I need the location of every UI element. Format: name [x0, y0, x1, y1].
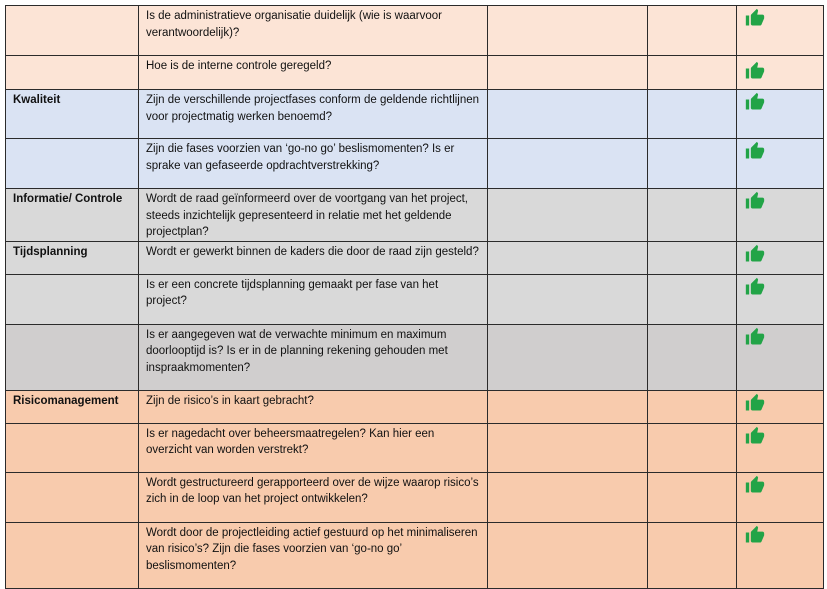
answer-cell [488, 139, 648, 189]
table-row [6, 472, 824, 522]
question-cell: Is de administratieve organisatie duidelijk (wie is waarvoor verantwoordelijk)? [139, 6, 488, 56]
category-cell [6, 139, 139, 189]
remark-cell [648, 241, 737, 274]
checklist-table [5, 5, 824, 589]
remark-cell [648, 6, 737, 56]
category-cell [6, 56, 139, 90]
question-cell: Wordt de raad geïnformeerd over de voortgang van het project, steeds inzichtelijk gepresenteerd in relatie met het geldende projectplan? [139, 189, 488, 242]
table-row [6, 90, 824, 139]
question-cell: Is er aangegeven wat de verwachte minimum en maximum doorlooptijd is? Is er in de planning rekening gehouden met inspraakmomenten? [139, 324, 488, 390]
answer-cell [488, 241, 648, 274]
thumbs-up-icon [745, 393, 765, 413]
category-cell [6, 324, 139, 390]
answer-cell [488, 522, 648, 588]
answer-cell [488, 189, 648, 242]
category-cell: Informatie/ Controle [6, 189, 139, 242]
remark-cell [648, 274, 737, 324]
table-row [6, 522, 824, 588]
status-cell [737, 324, 824, 390]
status-cell [737, 390, 824, 423]
status-cell [737, 90, 824, 139]
question-cell: Zijn de verschillende projectfases conform de geldende richtlijnen voor projectmatig werken benoemd? [139, 90, 488, 139]
status-cell [737, 472, 824, 522]
status-cell [737, 56, 824, 90]
question-cell: Is er nagedacht over beheersmaatregelen? Kan hier een overzicht van worden verstrekt? [139, 423, 488, 472]
category-cell: Kwaliteit [6, 90, 139, 139]
answer-cell [488, 6, 648, 56]
category-cell: Risicomanagement [6, 390, 139, 423]
thumbs-up-icon [745, 426, 765, 446]
table-row [6, 390, 824, 423]
thumbs-up-icon [745, 141, 765, 161]
remark-cell [648, 522, 737, 588]
answer-cell [488, 90, 648, 139]
question-cell: Zijn de risico’s in kaart gebracht? [139, 390, 488, 423]
thumbs-up-icon [745, 8, 765, 28]
table-row [6, 189, 824, 242]
thumbs-up-icon [745, 475, 765, 495]
status-cell [737, 274, 824, 324]
thumbs-up-icon [745, 277, 765, 297]
table-row [6, 423, 824, 472]
answer-cell [488, 274, 648, 324]
question-cell: Wordt er gewerkt binnen de kaders die door de raad zijn gesteld? [139, 241, 488, 274]
remark-cell [648, 472, 737, 522]
answer-cell [488, 390, 648, 423]
thumbs-up-icon [745, 327, 765, 347]
thumbs-up-icon [745, 525, 765, 545]
status-cell [737, 139, 824, 189]
remark-cell [648, 90, 737, 139]
remark-cell [648, 56, 737, 90]
question-cell: Zijn die fases voorzien van ‘go-no go’ beslismomenten? Is er sprake van gefaseerde opdrachtverstrekking? [139, 139, 488, 189]
status-cell [737, 423, 824, 472]
remark-cell [648, 189, 737, 242]
checklist-body [6, 6, 824, 589]
table-row [6, 274, 824, 324]
remark-cell [648, 390, 737, 423]
question-cell: Wordt door de projectleiding actief gestuurd op het minimaliseren van risico’s? Zijn die fases voorzien van ‘go-no go’ beslismomenten? [139, 522, 488, 588]
table-row [6, 56, 824, 90]
thumbs-up-icon [745, 191, 765, 211]
answer-cell [488, 324, 648, 390]
category-cell [6, 522, 139, 588]
answer-cell [488, 472, 648, 522]
table-row [6, 241, 824, 274]
question-cell: Wordt gestructureerd gerapporteerd over de wijze waarop risico’s zich in de loop van het project ontwikkelen? [139, 472, 488, 522]
answer-cell [488, 56, 648, 90]
thumbs-up-icon [745, 61, 765, 81]
question-cell: Is er een concrete tijdsplanning gemaakt per fase van het project? [139, 274, 488, 324]
category-cell [6, 423, 139, 472]
category-cell [6, 274, 139, 324]
category-cell: Tijdsplanning [6, 241, 139, 274]
category-cell [6, 6, 139, 56]
category-cell [6, 472, 139, 522]
table-row [6, 324, 824, 390]
thumbs-up-icon [745, 92, 765, 112]
table-row [6, 6, 824, 56]
question-cell: Hoe is de interne controle geregeld? [139, 56, 488, 90]
status-cell [737, 522, 824, 588]
thumbs-up-icon [745, 244, 765, 264]
remark-cell [648, 423, 737, 472]
status-cell [737, 6, 824, 56]
remark-cell [648, 324, 737, 390]
remark-cell [648, 139, 737, 189]
status-cell [737, 189, 824, 242]
status-cell [737, 241, 824, 274]
answer-cell [488, 423, 648, 472]
table-row [6, 139, 824, 189]
